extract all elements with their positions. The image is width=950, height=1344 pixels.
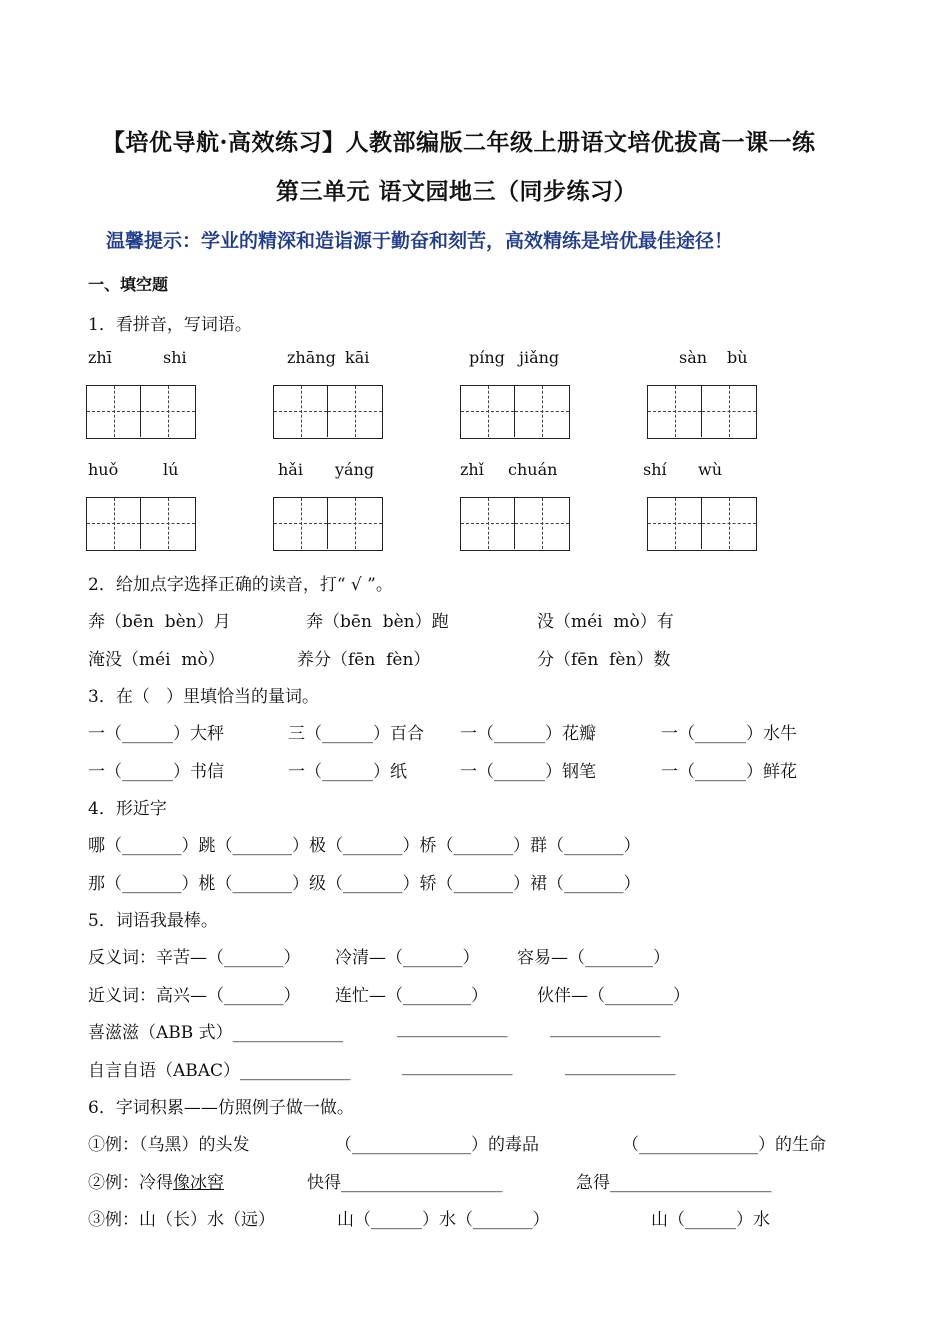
q5-antonym: 冷清—（_______） (335, 948, 480, 968)
q6-item: （______________）的毒品 (335, 1135, 539, 1155)
q6-item: 急得___________________ (576, 1173, 772, 1193)
pinyin: chuán (508, 460, 558, 479)
section-heading: 一、填空题 (88, 275, 169, 294)
pinyin: huǒ (88, 460, 119, 479)
q6-item: （______________）的生命 (622, 1135, 826, 1155)
writing-grid[interactable] (86, 497, 196, 551)
q5-abac: 自言自语（ABAC）_____________ (88, 1061, 351, 1081)
writing-grid[interactable] (460, 385, 570, 439)
q3-item: 三（______）百合 (288, 724, 424, 744)
writing-grid[interactable] (647, 497, 757, 551)
q6-item: 山（______）水（_______） (337, 1210, 550, 1230)
q3-item: 一（______）书信 (88, 762, 224, 782)
q2-item: 淹没（méi mò） (88, 650, 225, 670)
q6-example: ①例：（乌黑）的头发 (88, 1135, 250, 1155)
writing-grid[interactable] (273, 385, 383, 439)
q3-item: 一（______）钢笔 (460, 762, 596, 782)
q2-item: 奔（bēn bèn）跑 (306, 612, 449, 632)
q3-item: 一（______）水牛 (661, 724, 797, 744)
q6-item: 快得___________________ (307, 1173, 503, 1193)
pinyin: zhī (88, 348, 112, 367)
pinyin: lú (163, 460, 179, 479)
q5-antonym: 容易—（________） (517, 948, 670, 968)
pinyin: píng (469, 348, 505, 367)
q4-prompt: 4．形近字 (88, 799, 167, 819)
q6-example (88, 1168, 224, 1193)
q5-abac: _____________ (565, 1056, 676, 1076)
q3-prompt: 3．在（ ）里填恰当的量词。 (88, 687, 320, 707)
pinyin: shí (643, 460, 667, 479)
pinyin: yáng (335, 460, 375, 479)
pinyin: zhǐ (460, 460, 484, 479)
q1-prompt: 1．看拼音，写词语。 (88, 315, 252, 335)
writing-grid[interactable] (273, 497, 383, 551)
q5-antonym: 反义词：辛苦—（_______） (88, 948, 301, 968)
writing-grid[interactable] (460, 497, 570, 551)
pinyin: bù (727, 348, 748, 367)
q3-item: 一（______）纸 (288, 762, 407, 782)
pinyin: wù (698, 460, 722, 479)
q4-row: 哪（_______）跳（_______）极（_______）桥（_______）群（_______） (88, 836, 641, 856)
tip-text: 温馨提示：学业的精深和造诣源于勤奋和刻苦，高效精练是培优最佳途径！ (106, 230, 734, 252)
q3-item: 一（______）大秤 (88, 724, 224, 744)
q2-item: 奔（bēn bèn）月 (88, 612, 231, 632)
q3-item: 一（______）花瓣 (460, 724, 596, 744)
writing-grid[interactable] (86, 385, 196, 439)
q5-abb: 喜滋滋（ABB 式）_____________ (88, 1023, 344, 1043)
q4-row: 那（_______）桃（_______）级（_______）轿（_______）裙（_______） (88, 874, 641, 894)
q2-item: 养分（fēn fèn） (297, 650, 431, 670)
q5-abb: _____________ (550, 1018, 661, 1038)
pinyin: kāi (345, 348, 370, 367)
q2-item: 没（méi mò）有 (537, 612, 674, 632)
q2-prompt: 2．给加点字选择正确的读音，打“ √ ”。 (88, 575, 393, 595)
pinyin: zhāng (287, 348, 336, 367)
q6-item: 山（______）水 (651, 1210, 770, 1230)
document-subtitle: 第三单元 语文园地三（同步练习） (276, 178, 638, 205)
document-title: 【培优导航·高效练习】人教部编版二年级上册语文培优拔高一课一练 (102, 129, 816, 156)
pinyin: jiǎng (519, 348, 560, 367)
q3-item: 一（______）鲜花 (661, 762, 797, 782)
q6-prompt: 6．字词积累——仿照例子做一做。 (88, 1098, 354, 1118)
q6-example-prefix: ②例：冷得 (88, 1173, 173, 1193)
q6-example-underlined: 像冰窖 (173, 1173, 224, 1193)
q5-synonym: 伙伴—（________） (537, 986, 690, 1006)
pinyin: hǎi (278, 460, 303, 479)
q5-abb: _____________ (397, 1018, 508, 1038)
pinyin: shi (163, 348, 187, 367)
q5-synonym: 近义词：高兴—（_______） (88, 986, 301, 1006)
q5-prompt: 5．词语我最棒。 (88, 911, 218, 931)
pinyin: sàn (679, 348, 708, 367)
q6-example: ③例：山（长）水（远） (88, 1210, 275, 1230)
writing-grid[interactable] (647, 385, 757, 439)
q5-abac: _____________ (402, 1056, 513, 1076)
q2-item: 分（fēn fèn）数 (537, 650, 671, 670)
q5-synonym: 连忙—（________） (335, 986, 488, 1006)
